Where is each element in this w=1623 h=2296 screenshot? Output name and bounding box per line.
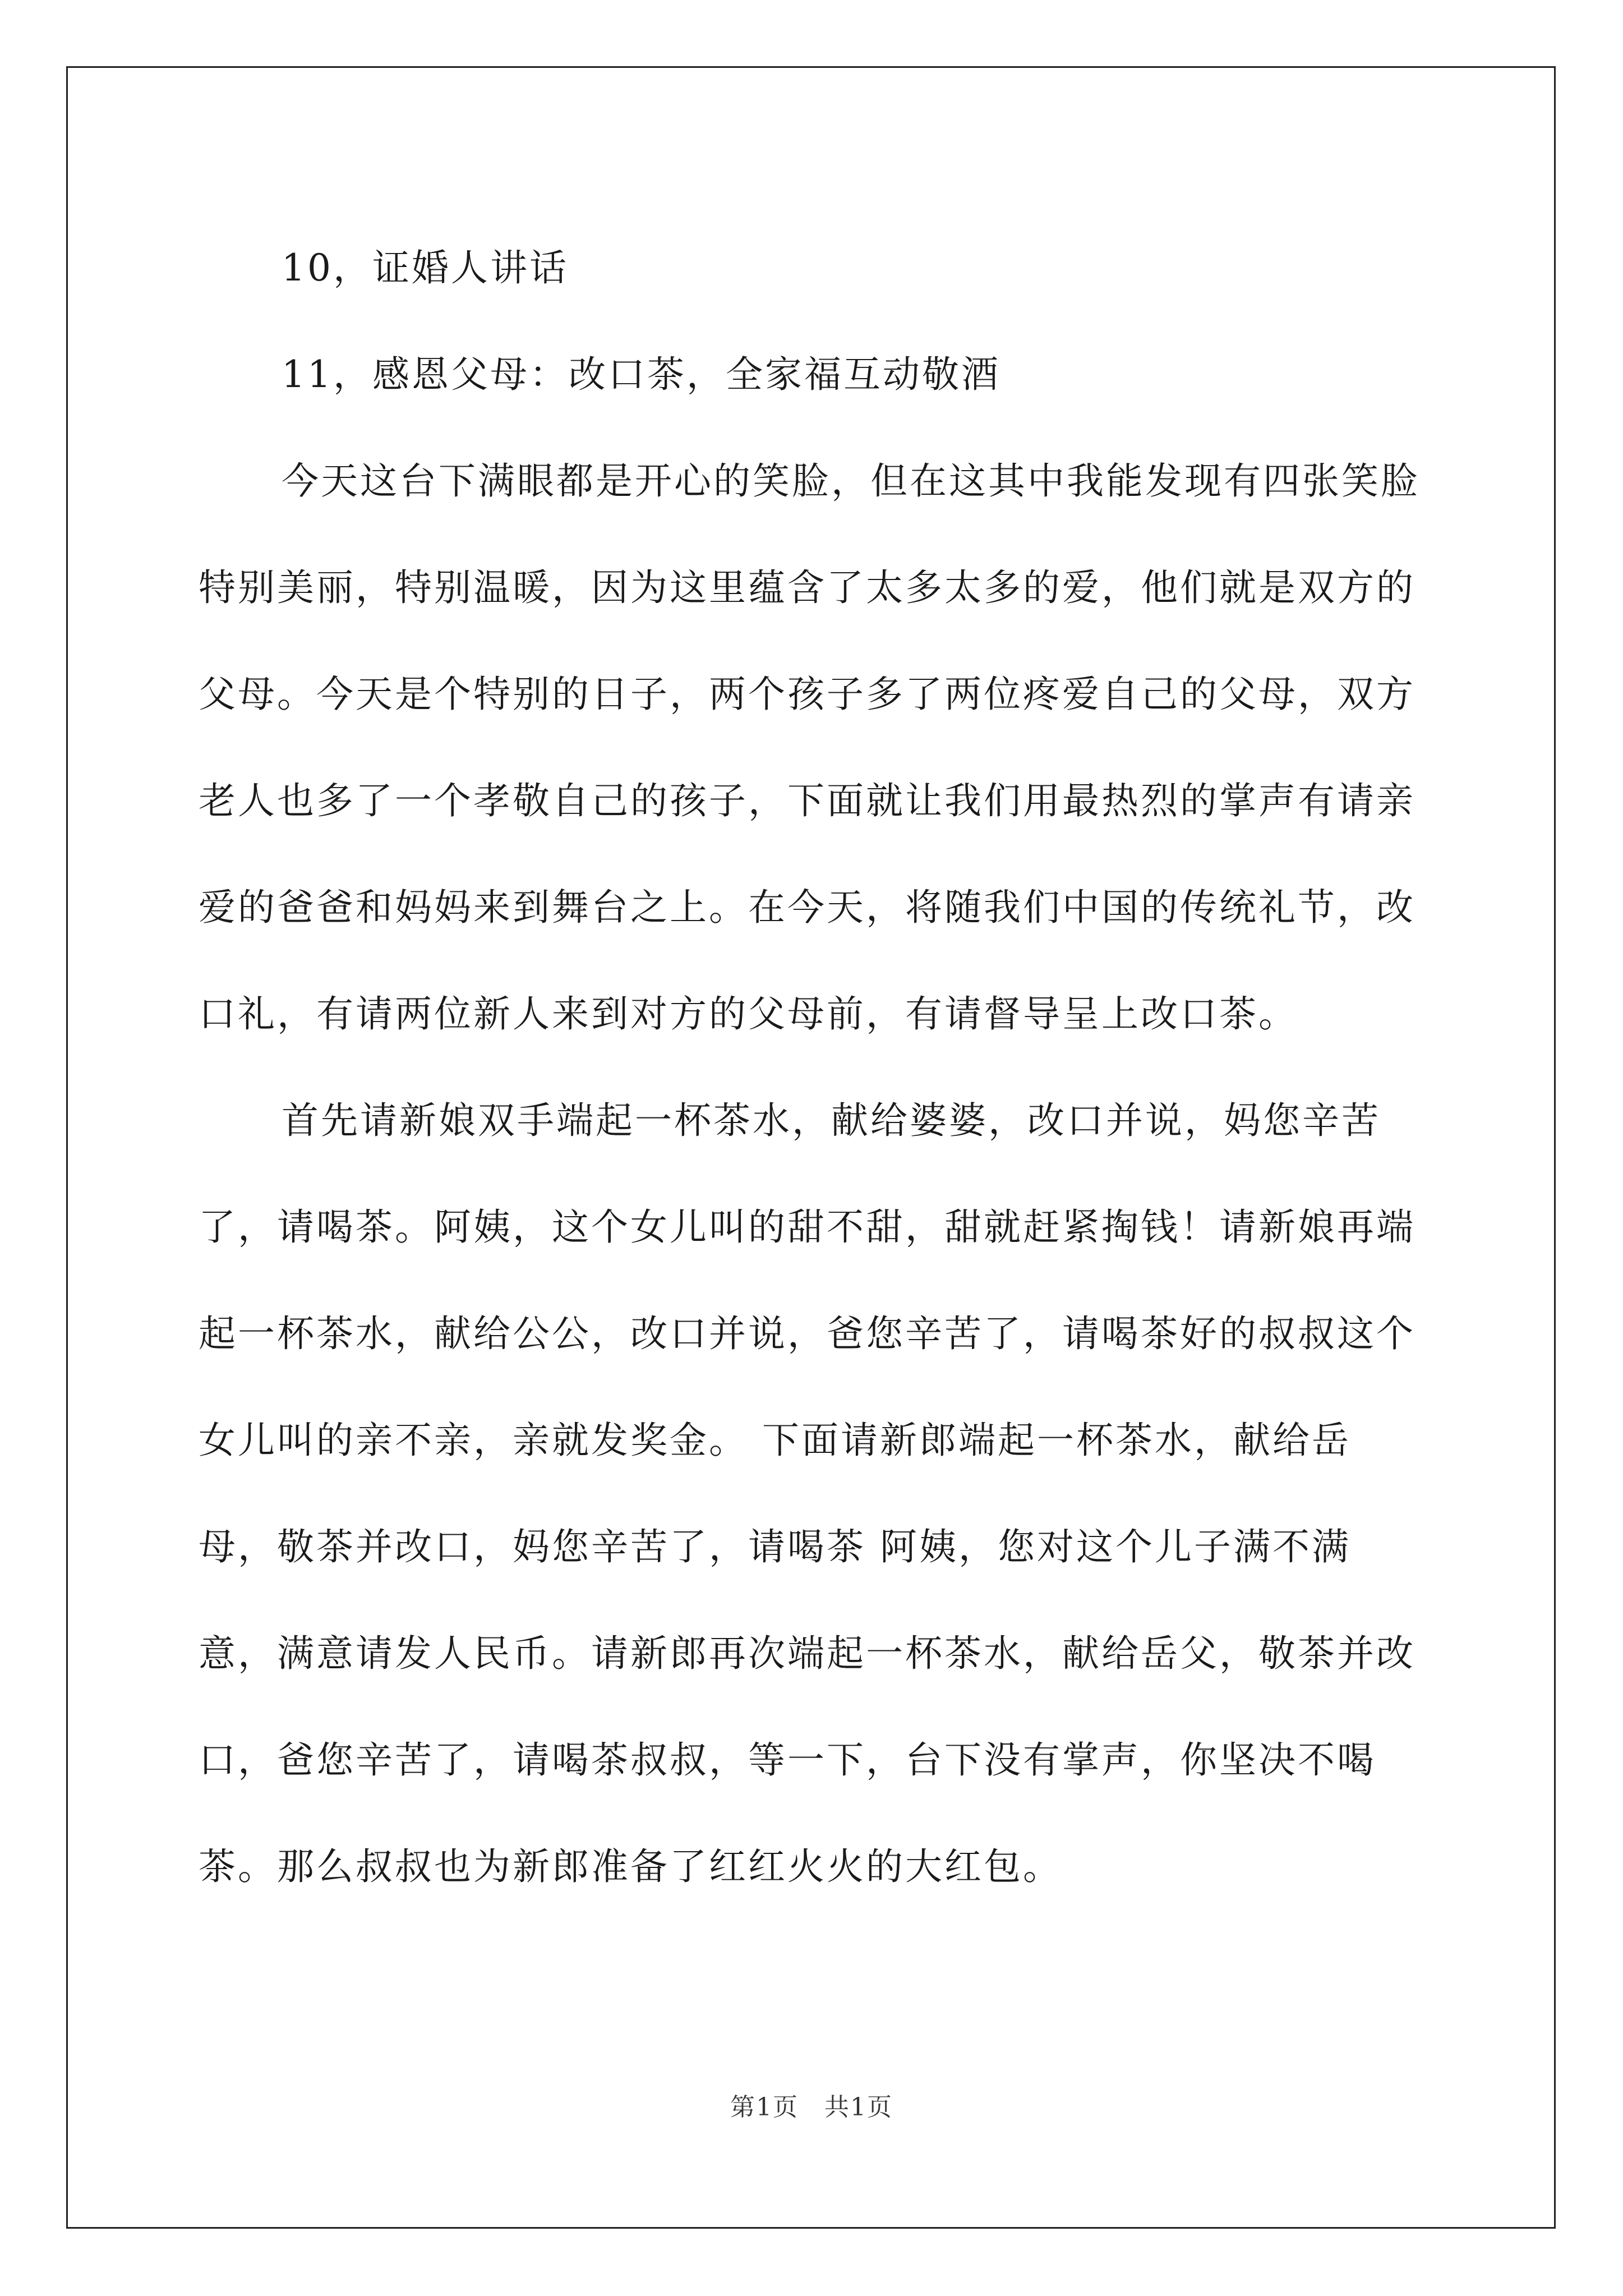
item-10: 10，证婚人讲话 [282,246,569,289]
paragraph-tea-ceremony: 首先请新娘双手端起一杯茶水，献给婆婆，改口并说，妈您辛苦了，请喝茶。阿姨，这个女儿叫的甜不甜，甜就赶紧掏钱！请新娘再端起一杯茶水，献给公公，改口并说，爸您辛苦了，请喝茶好的叔叔这个女儿叫的亲不亲，亲就发奖金。 下面请新郎端起一杯茶水，献给岳母，敬茶并改口，妈您辛苦了，请喝茶 阿姨，您对这个儿子满不满意，满意请发人民币。请新郎再次端起一杯茶水，献给岳父，敬茶并改口，爸您辛苦了，请喝茶叔叔，等一下，台下没有掌声，你坚决不喝茶。那么叔叔也为新郎准备了红红火火的大红包。 [199,1099,1415,1888]
page-number-footer: 第1页 共1页 [730,2093,893,2122]
item-11: 11，感恩父母：改口茶，全家福互动敬酒 [282,353,1000,396]
document-body [199,215,1421,1920]
paragraph-parents: 今天这台下满眼都是开心的笑脸，但在这其中我能发现有四张笑脸特别美丽，特别温暖，因为这里蕴含了太多太多的爱，他们就是双方的父母。今天是个特别的日子，两个孩子多了两位疼爱自己的父母，双方老人也多了一个孝敬自己的孩子，下面就让我们用最热烈的掌声有请亲爱的爸爸和妈妈来到舞台之上。在今天，将随我们中国的传统礼节，改口礼，有请两位新人来到对方的父母前，有请督导呈上改口茶。 [199,459,1420,1036]
